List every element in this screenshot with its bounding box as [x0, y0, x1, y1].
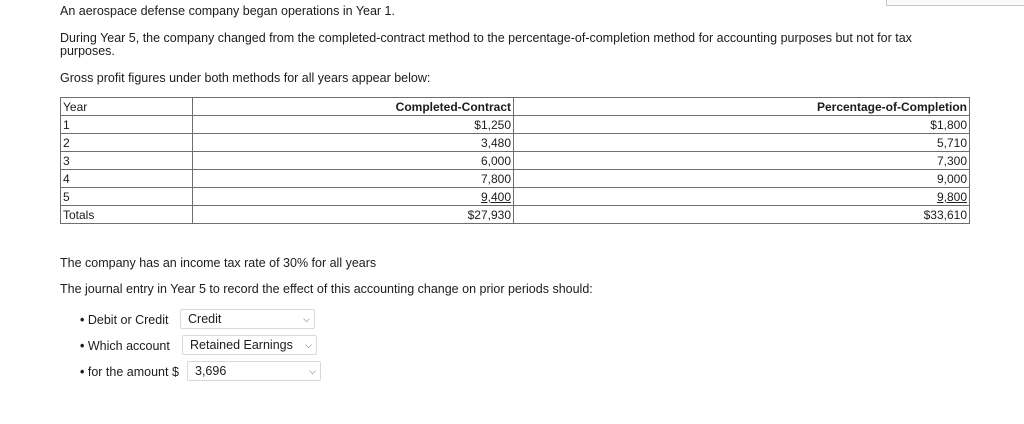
table-row [61, 116, 970, 134]
bullet-icon: • [80, 339, 85, 353]
account-select[interactable] [182, 335, 317, 355]
bullet-icon: • [80, 313, 85, 327]
change-description-line-cont: purposes. [60, 44, 115, 58]
debit-credit-label: Debit or Credit [87, 313, 169, 327]
percentage-completion-cell: 7,300 [514, 152, 970, 170]
debit-credit-row [80, 313, 168, 327]
year-cell: 4 [61, 170, 193, 188]
amount-value: 3,696 [195, 364, 227, 378]
header-completed-contract: Completed-Contract [193, 98, 514, 116]
amount-select[interactable] [187, 361, 321, 381]
account-label: Which account [87, 339, 170, 353]
account-row [80, 339, 170, 353]
totals-row [61, 206, 970, 224]
amount-row [80, 365, 179, 379]
change-description-line: During Year 5, the company changed from the completed-contract method to the percentage-of-completion method for accounting purposes but not for tax [60, 31, 912, 45]
chevron-down-icon: ⌵ [305, 340, 312, 350]
header-percentage-of-completion: Percentage-of-Completion [514, 98, 970, 116]
year-cell: 3 [61, 152, 193, 170]
table-row [61, 170, 970, 188]
tax-rate-line: The company has an income tax rate of 30% for all years [60, 256, 377, 270]
percentage-completion-cell: 9,800 [514, 188, 970, 206]
question-line: The journal entry in Year 5 to record the effect of this accounting change on prior periods should: [60, 282, 593, 296]
percentage-completion-cell: 5,710 [514, 134, 970, 152]
completed-contract-cell: 9,400 [193, 188, 514, 206]
intro-line: An aerospace defense company began operations in Year 1. [60, 4, 395, 18]
completed-contract-cell: $1,250 [193, 116, 514, 134]
debit-credit-value: Credit [188, 312, 222, 326]
gross-profit-table [60, 97, 970, 224]
percentage-completion-cell: 9,000 [514, 170, 970, 188]
year-cell: 5 [61, 188, 193, 206]
table-row [61, 134, 970, 152]
completed-contract-cell: 6,000 [193, 152, 514, 170]
table-intro-line: Gross profit figures under both methods for all years appear below: [60, 71, 431, 85]
account-value: Retained Earnings [190, 338, 293, 352]
percentage-completion-total: $33,610 [514, 206, 970, 224]
year-cell: 1 [61, 116, 193, 134]
table-row [61, 152, 970, 170]
bullet-icon: • [80, 365, 85, 379]
completed-contract-cell: 3,480 [193, 134, 514, 152]
top-right-box [886, 0, 1024, 6]
table-row [61, 188, 970, 206]
header-year: Year [61, 98, 193, 116]
debit-credit-select[interactable] [180, 309, 315, 329]
amount-label: for the amount $ [87, 365, 179, 379]
chevron-down-icon: ⌵ [303, 314, 310, 324]
table-header-row [61, 98, 970, 116]
completed-contract-cell: 7,800 [193, 170, 514, 188]
chevron-down-icon: ⌵ [309, 366, 316, 376]
totals-label: Totals [61, 206, 193, 224]
year-cell: 2 [61, 134, 193, 152]
completed-contract-total: $27,930 [193, 206, 514, 224]
percentage-completion-cell: $1,800 [514, 116, 970, 134]
